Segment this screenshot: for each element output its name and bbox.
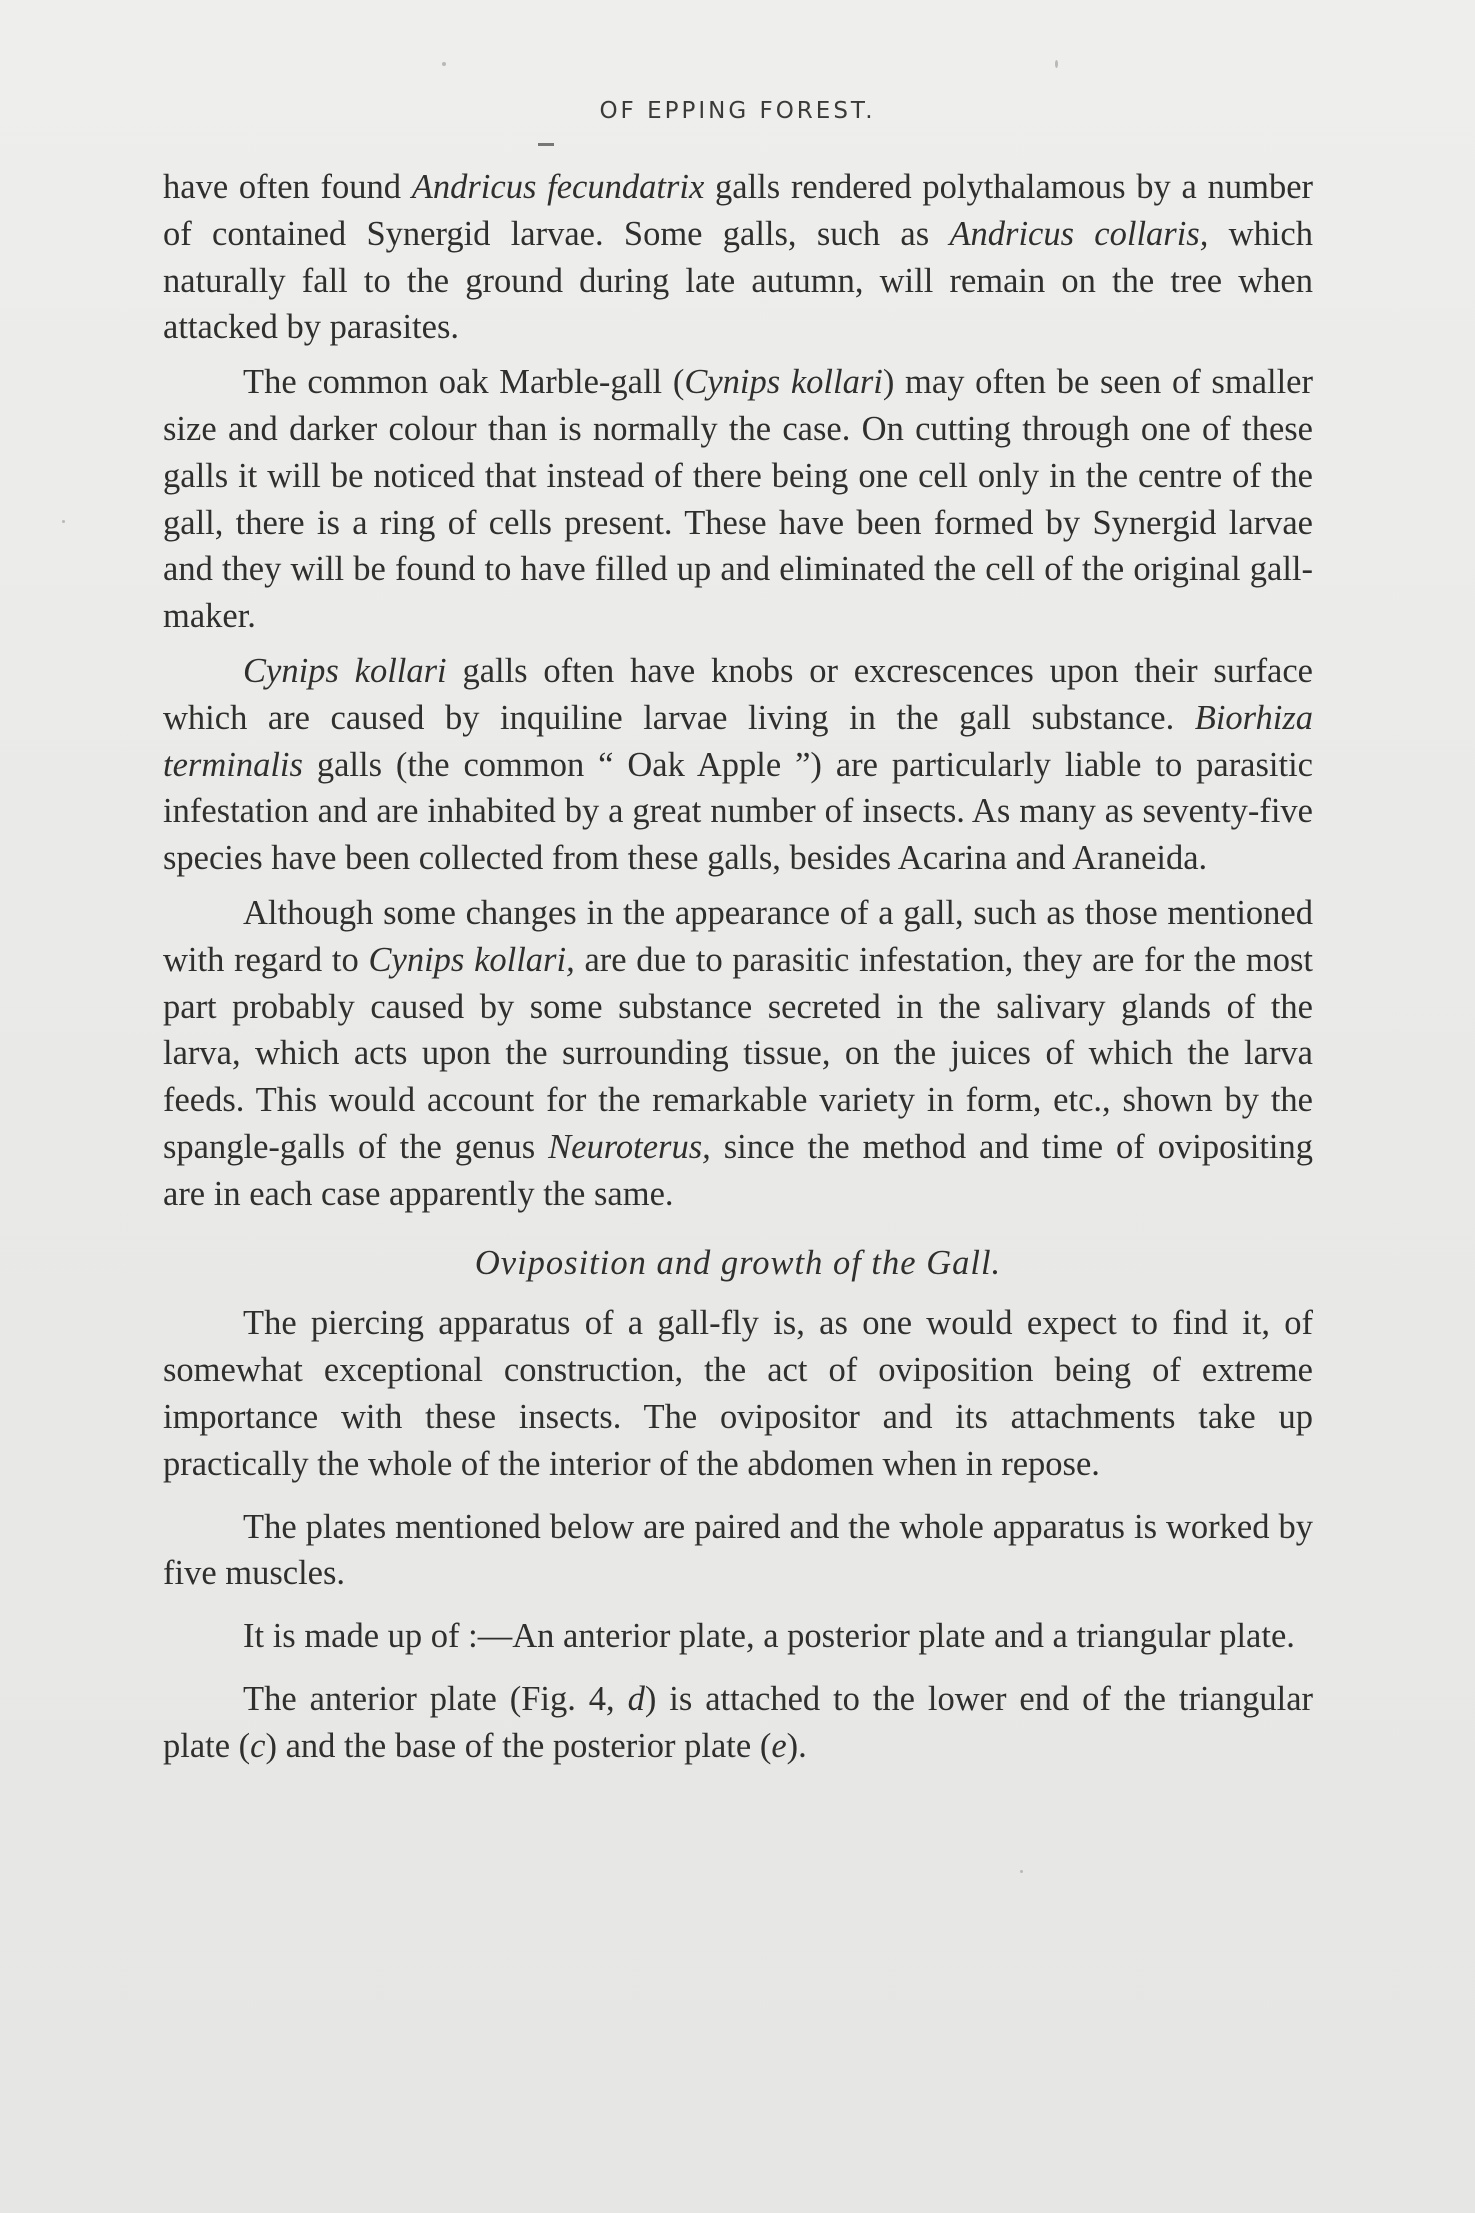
text-run: ) and the base of the posterior plate ( (265, 1726, 772, 1765)
italic-run: Cynips kollari (684, 363, 883, 402)
body-text (163, 164, 1313, 1770)
text-run: galls (the common “ Oak Apple ”) are particularly liable to parasitic infestation and are inhabited by a great number of insects. As many as seventy-five species have been collected from these galls, besides Acarina and Araneida. (163, 745, 1313, 878)
paragraph (163, 1613, 1313, 1660)
text-run: The anterior plate (Fig. 4, (243, 1679, 628, 1718)
text-run: are due to parasitic infestation, they are for the most part probably caused by some substance secreted in the salivary glands of the larva, which acts upon the surrounding tissue, on the juices of which the larva feeds. This would account for the remarkable variety in form, etc., shown by the spangle-galls of the genus (163, 940, 1313, 1166)
text-run: Although some changes in the appearance of a gall, such as those mentioned with regard to (163, 893, 1313, 979)
italic-run: Cynips kollari, (368, 940, 575, 979)
italic-run: e (771, 1726, 787, 1765)
italic-run: Neuroterus, (548, 1127, 711, 1166)
text-run: The common oak Marble-gall ( (243, 363, 685, 402)
italic-run: Biorhiza terminalis (163, 698, 1313, 784)
italic-run: d (627, 1679, 645, 1718)
paragraph (163, 1504, 1313, 1598)
text-run: ). (786, 1726, 807, 1765)
paper-speck (442, 62, 446, 66)
text-run: The piercing apparatus of a gall-fly is, as one would expect to find it, of somewhat exceptional construction, the act of oviposition being of extreme importance with these insects. The ovipositor and its attachments take up practically the whole of the interior of the abdomen when in repose. (163, 1304, 1313, 1483)
text-run: galls often have knobs or excrescences upon their surface which are caused by inquiline larvae living in the gall substance. (163, 651, 1313, 737)
text-run: which naturally fall to the ground during late autumn, will remain on the tree when attacked by parasites. (163, 214, 1313, 347)
text-run: have often found (163, 168, 412, 206)
paragraph (163, 164, 1313, 351)
italic-run: Andricus collaris, (949, 214, 1209, 253)
text-run: The plates mentioned below are paired and the whole apparatus is worked by five muscles. (163, 1507, 1313, 1593)
paper-speck (1020, 1870, 1023, 1873)
paragraph (163, 890, 1313, 1218)
italic-run: c (250, 1726, 266, 1765)
paragraph (163, 1300, 1313, 1487)
paragraph (163, 1676, 1313, 1770)
italic-run: Andricus fecundatrix (411, 168, 705, 206)
text-run: It is made up of :—An anterior plate, a posterior plate and a triangular plate. (243, 1617, 1295, 1656)
text-run: ) is attached to the lower end of the triangular plate ( (163, 1679, 1314, 1765)
running-head: OF EPPING FOREST. (599, 98, 876, 124)
text-run: galls rendered polythalamous by a number of contained Synergid larvae. Some galls, such as (163, 168, 1313, 253)
italic-run: Oviposition and growth of the Gall. (474, 1243, 1002, 1282)
text-run: ) may often be seen of smaller size and darker colour than is normally the case. On cutting through one of these galls it will be noticed that instead of there being one cell only in the centre of the gall, there is a ring of cells present. These have been formed by Synergid larvae and they will be found to have filled up and eliminated the cell of the original gall-maker. (163, 363, 1313, 636)
paragraph (163, 359, 1313, 640)
paper-speck (1055, 60, 1058, 68)
paper-speck (62, 520, 65, 523)
text-run: since the method and time of ovipositing are in each case apparently the same. (163, 1127, 1313, 1213)
section-heading (163, 1240, 1313, 1287)
paragraph (163, 648, 1313, 882)
ornament-dash (538, 143, 554, 146)
italic-run: Cynips kollari (243, 651, 447, 690)
